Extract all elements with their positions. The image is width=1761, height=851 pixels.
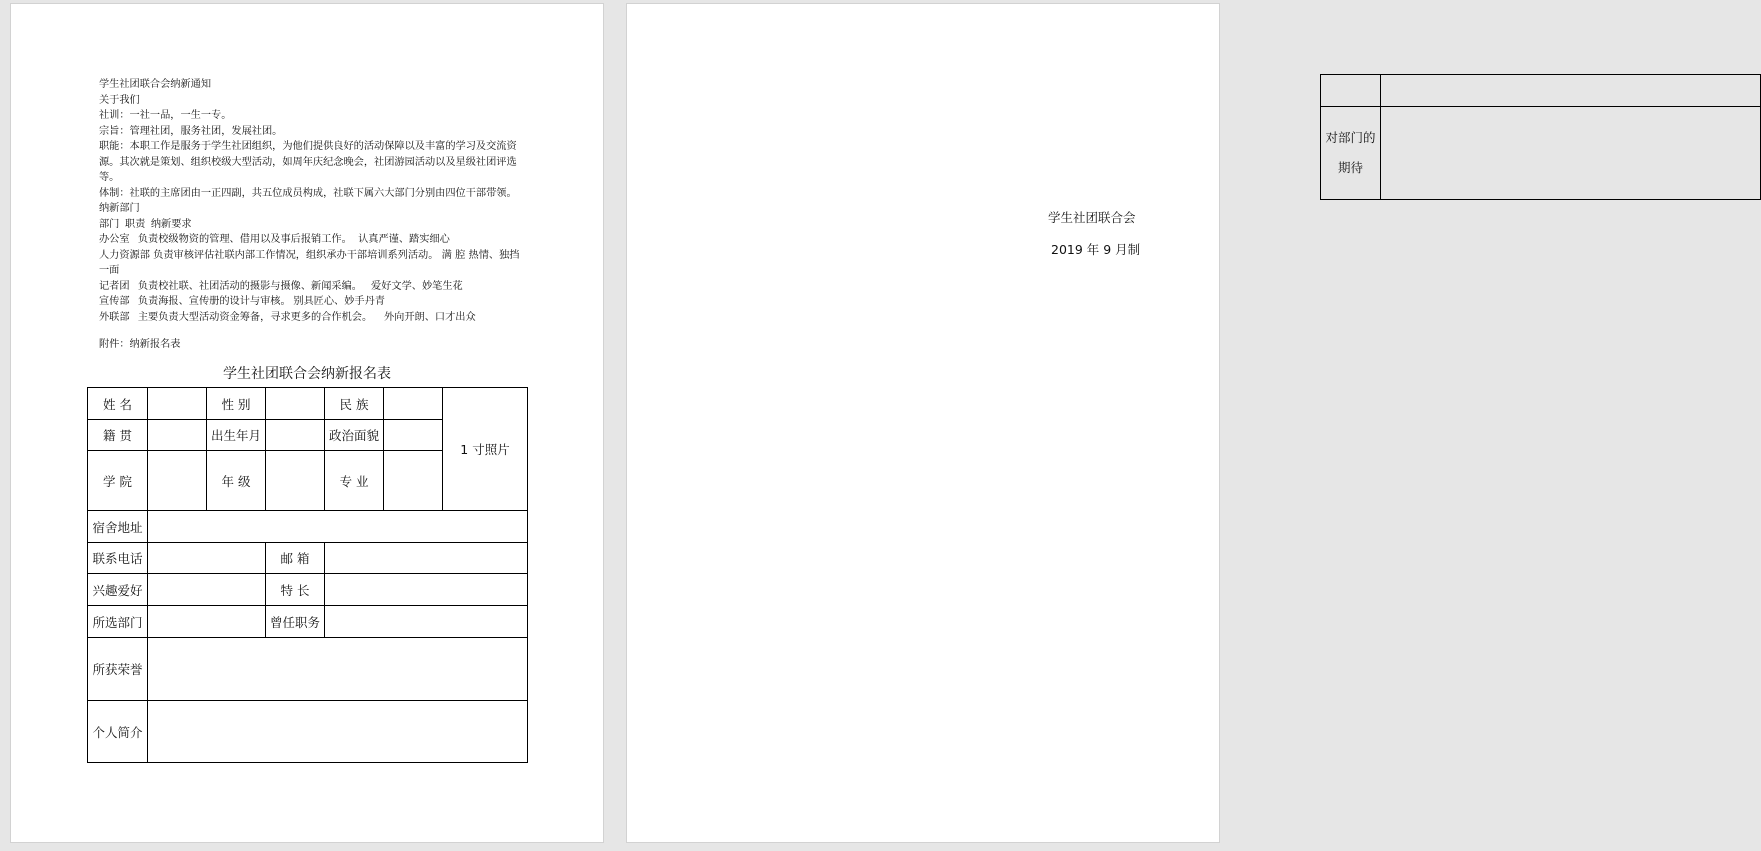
document-page-2 bbox=[626, 3, 1376, 843]
system-paragraph: 体制：社联的主席团由一正四副，共五位成员构成，社联下属六大部门分别由四位干部带领。 bbox=[99, 187, 517, 199]
political-label: 政治面貌 bbox=[325, 420, 384, 451]
notice-title: 学生社团联合会纳新通知 bbox=[99, 79, 212, 90]
phone-label: 联系电话 bbox=[88, 543, 148, 574]
college-label: 学 院 bbox=[88, 451, 148, 511]
about-heading: 关于我们 bbox=[99, 94, 140, 106]
purpose-line: 宗旨：管理社团，服务社团，发展社团。 bbox=[99, 125, 283, 137]
intro-label: 个人简介 bbox=[88, 701, 148, 763]
photo-box: 1 寸照片 bbox=[443, 388, 528, 511]
ethnicity-label: 民 族 bbox=[325, 388, 384, 420]
registration-table-continued bbox=[1320, 74, 1761, 200]
expectation-field[interactable] bbox=[1381, 107, 1761, 200]
expectation-label-line-1: 对部门的 bbox=[1325, 130, 1376, 145]
duty-paragraph: 职能：本职工作是服务于学生社团组织，为他们提供良好的活动保障以及丰富的学习及交流资源。其次就是策划、组织校级大型活动，如周年庆纪念晚会，社团游园活动以及星级社团评选等。 bbox=[99, 141, 517, 183]
dept-line-hr: 人力资源部 负责审核评估社联内部工作情况，组织承办干部培训系列活动。 满 腔 热情、独挡一面 bbox=[99, 249, 520, 276]
birth-field[interactable] bbox=[266, 420, 325, 451]
honors-field[interactable] bbox=[148, 638, 528, 701]
dept-line-office: 办公室 负责校级物资的管理、借用以及事后报销工作。 认真严谨、踏实细心 bbox=[99, 234, 450, 245]
dept-table-header: 部门 职责 纳新要求 bbox=[99, 218, 192, 230]
expectation-label-line-2: 期待 bbox=[1337, 160, 1363, 175]
notice-text bbox=[99, 77, 529, 353]
name-field[interactable] bbox=[148, 388, 207, 420]
grade-label: 年 级 bbox=[207, 451, 266, 511]
major-label: 专 业 bbox=[325, 451, 384, 511]
honors-label: 所获荣誉 bbox=[88, 638, 148, 701]
registration-table bbox=[87, 387, 528, 763]
phone-field[interactable] bbox=[148, 543, 266, 574]
dept-line-external: 外联部 主要负责大型活动资金筹备，寻求更多的合作机会。 外向开朗、口才出众 bbox=[99, 311, 476, 323]
gender-field[interactable] bbox=[266, 388, 325, 420]
gender-label: 性 别 bbox=[207, 388, 266, 420]
signature-date: 2019 年 9 月制 bbox=[1051, 242, 1141, 257]
expectation-label bbox=[1321, 107, 1381, 200]
form-title: 学生社团联合会纳新报名表 bbox=[223, 366, 391, 382]
hometown-field[interactable] bbox=[148, 420, 207, 451]
attachment-line: 附件：纳新报名表 bbox=[99, 339, 181, 350]
college-field[interactable] bbox=[148, 451, 207, 511]
ethnicity-field[interactable] bbox=[384, 388, 443, 420]
hobby-label: 兴趣爱好 bbox=[88, 574, 148, 606]
dept-field[interactable] bbox=[148, 606, 266, 638]
hobby-field[interactable] bbox=[148, 574, 266, 606]
email-field[interactable] bbox=[325, 543, 528, 574]
intro-field[interactable] bbox=[148, 701, 528, 763]
dept-line-publicity: 宣传部 负责海报、宣传册的设计与审核。 别具匠心、妙手丹青 bbox=[99, 296, 385, 307]
dept-line-press: 记者团 负责校社联、社团活动的摄影与摄像、新闻采编。 爱好文学、妙笔生花 bbox=[99, 280, 463, 292]
name-label: 姓 名 bbox=[88, 388, 148, 420]
dept-heading: 纳新部门 bbox=[99, 203, 140, 214]
dorm-label: 宿舍地址 bbox=[88, 511, 148, 543]
dept-label: 所选部门 bbox=[88, 606, 148, 638]
motto-line: 社训：一社一品，一生一专。 bbox=[99, 110, 232, 121]
blank-label-cell bbox=[1321, 75, 1381, 107]
prev-role-label: 曾任职务 bbox=[266, 606, 325, 638]
signature-org: 学生社团联合会 bbox=[1048, 210, 1136, 225]
specialty-field[interactable] bbox=[325, 574, 528, 606]
birth-label: 出生年月 bbox=[207, 420, 266, 451]
document-page-1 bbox=[10, 3, 604, 843]
blank-field-cell[interactable] bbox=[1381, 75, 1761, 107]
dorm-field[interactable] bbox=[148, 511, 528, 543]
grade-field[interactable] bbox=[266, 451, 325, 511]
major-field[interactable] bbox=[384, 451, 443, 511]
email-label: 邮 箱 bbox=[266, 543, 325, 574]
prev-role-field[interactable] bbox=[325, 606, 528, 638]
political-field[interactable] bbox=[384, 420, 443, 451]
specialty-label: 特 长 bbox=[266, 574, 325, 606]
hometown-label: 籍 贯 bbox=[88, 420, 148, 451]
